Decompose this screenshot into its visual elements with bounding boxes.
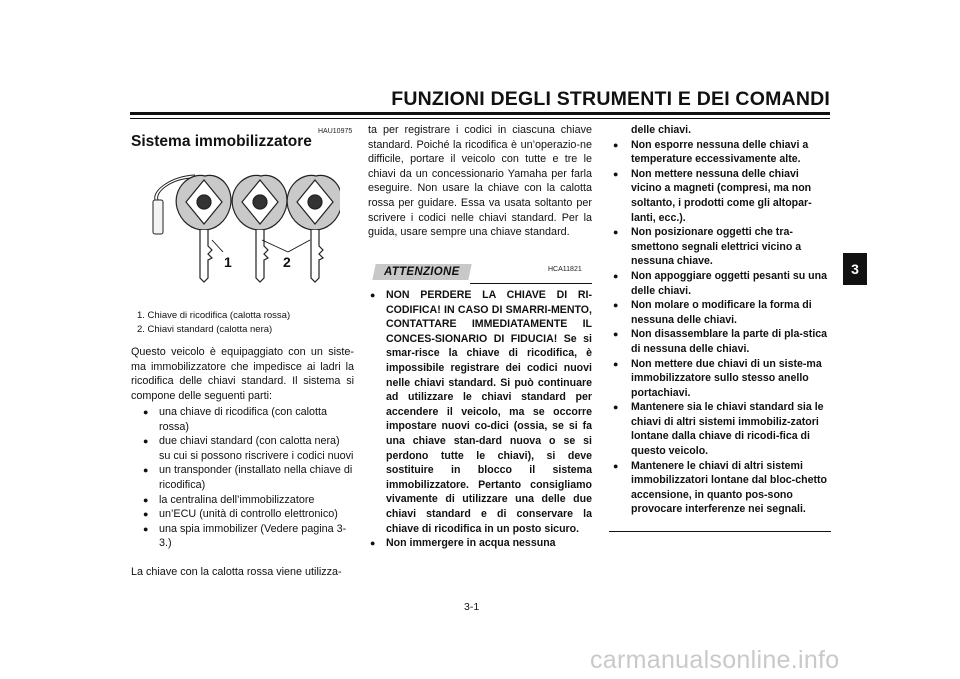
list-item (609, 327, 831, 356)
list-item (609, 167, 831, 225)
list-item-text: Non appoggiare oggetti pesanti su una delle chiavi. (631, 269, 827, 297)
list-item (609, 138, 831, 167)
right-warning-list (609, 123, 831, 517)
list-item-text: NON PERDERE LA CHIAVE DI RI-CODIFICA! IN CASO DI SMARRI-MENTO, CONTATTARE IMMEDIATAMENTE IL CONCES-SIONARIO DI FIDUCIA! Se si smar-risce la chiave di ricodifica, è impossibile registrare dei codici nuovi nelle chiavi standard. Si può continuare ad utilizzare le chiavi standard per accendere il veicolo, ma se occorre impostare nuovi co-dici (ossia, se si fa una chiave stan-dard nuova o se si perdono tutte le chiavi), si deve sostituire in blocco il sistema immobilizzatore. Pertanto consigliamo vivamente di utilizzare una delle due chiavi standard e di conservare la chiave di ricodifica in un posto sicuro. (386, 289, 592, 535)
list-item (609, 298, 831, 327)
list-item-text: Non immergere in acqua nessuna (386, 537, 556, 550)
section-title: Sistema immobilizzatore (131, 133, 312, 150)
list-item (368, 536, 592, 551)
recode-key-icon (176, 175, 231, 282)
attention-rule (470, 283, 592, 284)
list-item-text: Non molare o modificare la forma di nessuna delle chiavi. (631, 299, 812, 326)
header-rule-thin (130, 118, 830, 119)
list-item-text: Non disassemblare la parte di pla-stica di nessuna delle chiavi. (631, 328, 828, 355)
key-tag-icon (153, 200, 163, 234)
bullet-icon: ● (143, 407, 149, 417)
attention-label-text: ATTENZIONE (384, 266, 460, 278)
middle-paragraph: ta per registrare i codici in ciascuna chiave standard. Poiché la ricodifica è un’operazio-ne difficile, portare il veicolo con tutte e tre le chiavi da un concessionario Yamaha per farla eseguire. Non usare la chiave con la calotta rossa per guidare. Essa va usata soltanto per scrivere i codici nelle chiavi standard. Per la guida, usare sempre una chiave standard. (368, 124, 592, 239)
list-item-text: una spia immobilizer (Vedere pagina 3-3.) (159, 522, 347, 550)
watermark[interactable]: carmanualsonline.info (590, 646, 840, 674)
list-item (131, 434, 354, 463)
list-item-text: Non mettere nessuna delle chiavi vicino a magneti (compresi, ma non soltanto, i prodotti come gli altopar-lanti, ecc.). (631, 167, 812, 224)
list-item-text: Non esporre nessuna delle chiavi a temperature eccessivamente alte. (631, 138, 809, 166)
chapter-tab[interactable]: 3 (843, 253, 867, 285)
list-item-text: una chiave di ricodifica (con calotta rossa) (159, 406, 328, 433)
figure-caption-1: 1. Chiave di ricodifica (calotta rossa) (137, 310, 291, 321)
list-item-text: delle chiavi. (631, 124, 692, 136)
attention-code: HCA11821 (548, 266, 582, 273)
list-item (609, 225, 831, 269)
bullet-icon: ● (613, 168, 619, 179)
list-item-text: Mantenere sia le chiavi standard sia le chiavi di altri sistemi immobiliz-zatori lontane dalla chiave di ricodi-fica di questo veicolo. (631, 401, 824, 458)
standard-key-icon-2 (287, 175, 340, 282)
page-number: 3-1 (464, 601, 480, 613)
figure-caption-2: 2. Chiavi standard (calotta nera) (137, 324, 273, 335)
list-item-text: un transponder (installato nella chiave di ricodifica) (159, 464, 353, 491)
list-item-text: Non mettere due chiavi di un siste-ma immobilizzatore sullo stesso anello portachiavi. (631, 357, 822, 399)
warning-list (368, 288, 592, 551)
bullet-icon: ● (370, 290, 376, 300)
list-item (609, 269, 831, 298)
list-item-text: Mantenere le chiavi di altri sistemi immobilizzatori lontane dal bloc-chetto accensione, in quanto pos-sono provocare interferenze nei segnali. (631, 459, 827, 516)
section-end-rule (609, 531, 831, 532)
bullet-icon: ● (613, 139, 619, 150)
list-item (131, 507, 354, 522)
list-item-text: la centralina dell’immobilizzatore (159, 493, 315, 506)
bullet-icon: ● (143, 494, 149, 505)
header-rule-thick (130, 112, 830, 115)
list-item (609, 400, 831, 458)
list-item-text: un’ECU (unità di controllo elettronico) (159, 508, 338, 521)
list-item (131, 493, 354, 508)
closing-paragraph: La chiave con la calotta rossa viene utilizza- (131, 566, 342, 578)
intro-paragraph: Questo veicolo è equipaggiato con un siste-ma immobilizzatore che impedisce ai ladri la ricodifica delle chiavi standard. Il sistema si compone delle seguenti parti: (131, 346, 354, 402)
bullet-icon: ● (613, 227, 619, 238)
bullet-icon: ● (143, 436, 149, 447)
bullet-icon: ● (613, 300, 619, 311)
list-item (131, 522, 354, 551)
list-item (368, 288, 592, 536)
attention-label (372, 264, 471, 280)
bullet-icon: ● (613, 460, 619, 471)
bullet-icon: ● (613, 358, 619, 369)
list-item-text: due chiavi standard (con calotta nera) su cui si possono riscrivere i codici nuovi (159, 435, 354, 462)
list-item-text: Non posizionare oggetti che tra-smettono segnali elettrici vicino a nessuna chiave. (631, 226, 802, 268)
bullet-icon: ● (613, 270, 619, 281)
bullet-icon: ● (613, 402, 619, 413)
bullet-icon: ● (370, 538, 376, 549)
figure-label-1: 1 (224, 254, 232, 270)
list-item-continuation (609, 123, 831, 138)
bullet-icon: ● (143, 465, 149, 476)
list-item (609, 459, 831, 517)
standard-key-icon-1 (232, 175, 287, 282)
bullet-icon: ● (613, 329, 619, 340)
page-header-title: FUNZIONI DEGLI STRUMENTI E DEI COMANDI (391, 88, 830, 110)
keys-illustration (150, 170, 340, 295)
list-item (131, 405, 354, 434)
list-item (609, 357, 831, 401)
figure-label-2: 2 (283, 254, 291, 270)
section-code: HAU10975 (318, 128, 353, 135)
list-item (131, 463, 354, 492)
component-list (131, 405, 354, 551)
bullet-icon: ● (143, 523, 149, 534)
bullet-icon: ● (143, 509, 149, 520)
